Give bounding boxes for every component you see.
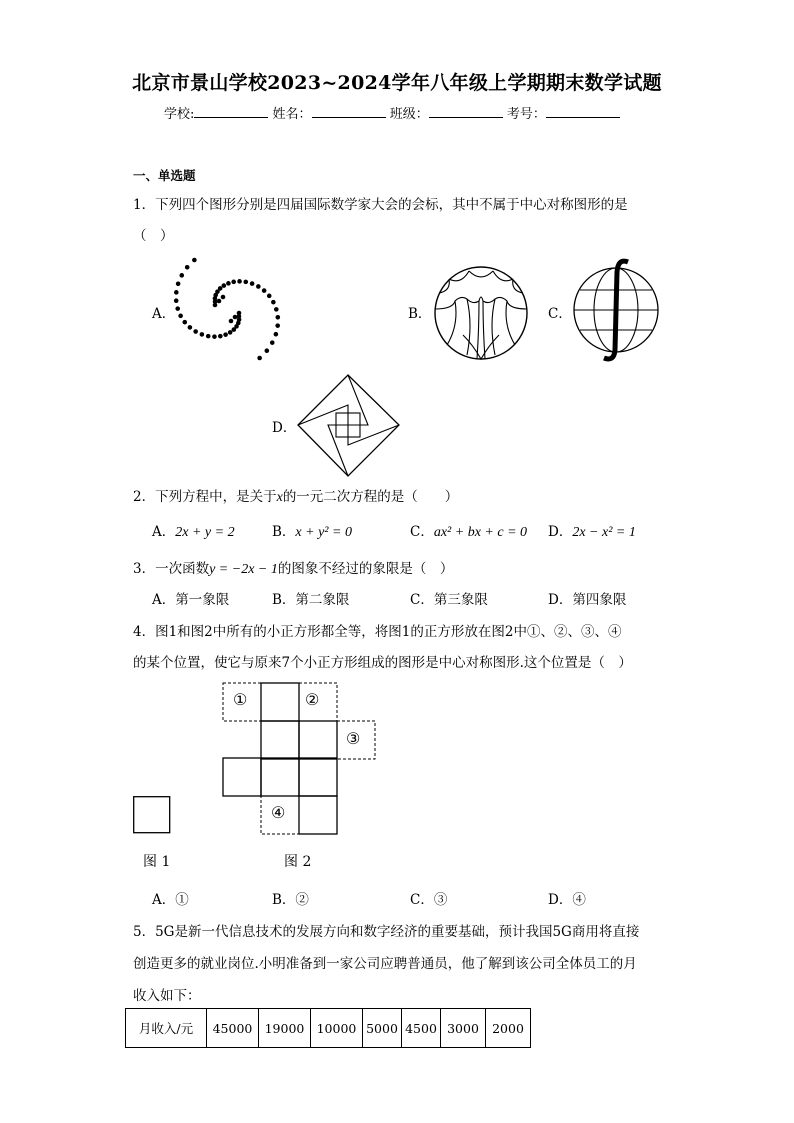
q3-stem-post: 的图象不经过的象限是（ ） [277,561,454,577]
spiral-dot [271,300,276,305]
spiral-dot [192,258,197,263]
q3-option-c-label: C． [410,592,434,608]
spiral-dot [223,332,228,337]
q1-figure-c-globe-integral [572,258,662,363]
question-1-stem: 1．下列四个图形分别是四届国际数学家大会的会标，其中不属于中心对称图形的是 [133,197,628,213]
spiral-dot [274,332,279,337]
spiral-dot [267,294,272,299]
q2-option-a[interactable] [152,520,235,541]
spiral-dot [275,323,280,328]
q2-option-c-label: C． [410,524,434,540]
spiral-dot [274,307,279,312]
question-5-stem-line2: 创造更多的就业岗位.小明准备到一家公司应聘普通员，他了解到该公司全体员工的月 [133,956,637,972]
q4-figure-1-caption: 图 1 [143,854,171,870]
spiral-dot [176,281,181,286]
spiral-dot [179,273,184,278]
income-table-cell: 3000 [441,1009,486,1048]
page-title: 北京市景山学校2023~2024学年八年级上学期期末数学试题 [132,72,662,94]
q1-figure-b-circle-arcs [433,265,529,361]
spiral-dot [232,327,237,332]
spiral-dot [257,356,262,361]
q4-figure-1-square [133,796,171,834]
spiral-dot [270,340,275,345]
q4-cell-mark-1: ① [233,690,248,709]
q4-figure-2-caption: 图 2 [284,854,312,870]
question-5-stem-line1: 5．5G是新一代信息技术的发展方向和数字经济的重要基础，预计我国5G商用将直接 [133,924,640,940]
q1-option-c-label[interactable]: C． [548,306,572,322]
name-blank[interactable] [312,105,386,118]
spiral-dot [228,330,233,335]
q2-option-b-label: B． [272,524,296,540]
q2-option-d-label: D． [548,524,573,540]
question-5-stem-line3: 收入如下： [133,988,201,1004]
q4-option-b-text: ② [295,892,309,908]
q2-stem-post: 的一元二次方程的是（ ） [282,489,459,505]
spiral-dot [174,298,179,303]
q3-option-a[interactable] [152,588,229,608]
spiral-dot [237,311,242,316]
spiral-dot [262,288,267,293]
q4-option-d[interactable] [548,888,586,908]
q3-stem-pre: 3．一次函数 [133,561,210,577]
q1-option-b-label[interactable]: B． [408,306,432,322]
school-blank[interactable] [194,105,268,118]
name-field-label: 姓名： [272,107,312,122]
q2-option-a-label: A． [152,524,176,540]
q4-cell-mark-2: ② [305,690,320,709]
q4-option-b[interactable] [272,888,309,908]
spiral-dot [217,299,222,304]
q3-option-b[interactable] [272,588,349,608]
spiral-dot [185,265,190,270]
exam-number-blank[interactable] [546,105,620,118]
spiral-dot [193,329,198,334]
q4-option-a-text: ① [175,892,189,908]
question-3-stem [133,557,453,578]
income-table-header: 月收入/元 [126,1009,207,1048]
spiral-dot [237,279,242,284]
q2-option-c-expr: ax² + bx + c = 0 [433,525,528,540]
q1-figure-a-dotted-spiral [176,262,278,357]
question-1-bracket: （ ） [133,228,174,244]
q4-cell-mark-4: ④ [271,803,286,822]
income-table-cell: 5000 [363,1009,402,1048]
q2-stem-variable: x [276,490,283,505]
spiral-dot [275,315,280,320]
table-row [126,1009,531,1048]
income-table-cell: 45000 [207,1009,259,1048]
spiral-dot [222,283,227,288]
q4-option-d-text: ④ [572,892,586,908]
q3-option-b-text: 第二象限 [295,592,350,608]
q4-option-c-label: C． [410,892,434,908]
spiral-dot [212,334,217,339]
class-blank[interactable] [429,105,503,118]
q2-option-b-expr: x + y² = 0 [295,525,352,540]
q3-stem-expr: y = −2x − 1 [209,562,278,577]
spiral-dot [213,303,218,308]
q2-option-b[interactable] [272,520,352,541]
q4-option-b-label: B． [272,892,296,908]
q4-option-c[interactable] [410,888,447,908]
spiral-dot [200,332,205,337]
spiral-dot [175,306,180,311]
q4-option-a-label: A． [152,892,176,908]
spiral-dot [233,315,238,320]
spiral-dot [182,320,187,325]
q3-option-d[interactable] [548,588,626,608]
exam-number-field-label: 考号： [506,107,546,122]
q4-option-d-label: D． [548,892,573,908]
spiral-dot [188,325,193,330]
spiral-dot [250,281,255,286]
q3-option-d-label: D． [548,592,573,608]
spiral-dot [218,334,223,339]
spiral-dot [243,280,248,285]
question-4-stem-line1: 4．图1和图2中所有的小正方形都全等，将图1的正方形放在图2中①、②、③、④ [133,624,622,640]
school-field-label: 学校: [164,107,195,122]
student-info-line [164,103,620,122]
q1-figure-d-square-pinwheel [296,373,401,478]
spiral-dot [174,290,179,295]
spiral-dot [231,280,236,285]
spiral-dot [221,295,226,300]
q2-option-c[interactable] [410,520,527,541]
q4-cell-mark-3: ③ [346,729,361,748]
q3-option-c-text: 第三象限 [433,592,488,608]
class-field-label: 班级： [389,107,429,122]
income-table-cell: 4500 [402,1009,441,1048]
q3-option-a-text: 第一象限 [175,592,230,608]
q1-option-d-label[interactable]: D． [272,420,297,436]
q2-option-d[interactable] [548,520,636,541]
question-4-stem-line2: 的某个位置，使它与原来7个小正方形组成的图形是中心对称图形.这个位置是（ ） [133,655,632,671]
spiral-dot [178,314,183,319]
spiral-dot [226,281,231,286]
q4-option-a[interactable] [152,888,189,908]
q1-option-a-label[interactable]: A． [152,306,176,322]
q3-option-a-label: A． [152,592,176,608]
income-table [125,1008,531,1048]
q3-option-c[interactable] [410,588,488,608]
q2-option-a-expr: 2x + y = 2 [175,525,235,540]
income-table-cell: 2000 [486,1009,531,1048]
income-table-cell: 10000 [311,1009,363,1048]
spiral-dot [218,286,223,291]
question-2-stem [133,485,458,506]
section-heading: 一、单选题 [133,168,196,183]
q2-stem-pre: 2．下列方程中，是关于 [133,489,277,505]
spiral-dot [206,334,211,339]
spiral-dot [256,284,261,289]
q4-option-c-text: ③ [433,892,448,908]
q2-option-d-expr: 2x − x² = 1 [572,525,636,540]
income-table-cell: 19000 [259,1009,311,1048]
spiral-dot [265,348,270,353]
q3-option-b-label: B． [272,592,296,608]
q3-option-d-text: 第四象限 [572,592,627,608]
spiral-dot [229,319,234,324]
